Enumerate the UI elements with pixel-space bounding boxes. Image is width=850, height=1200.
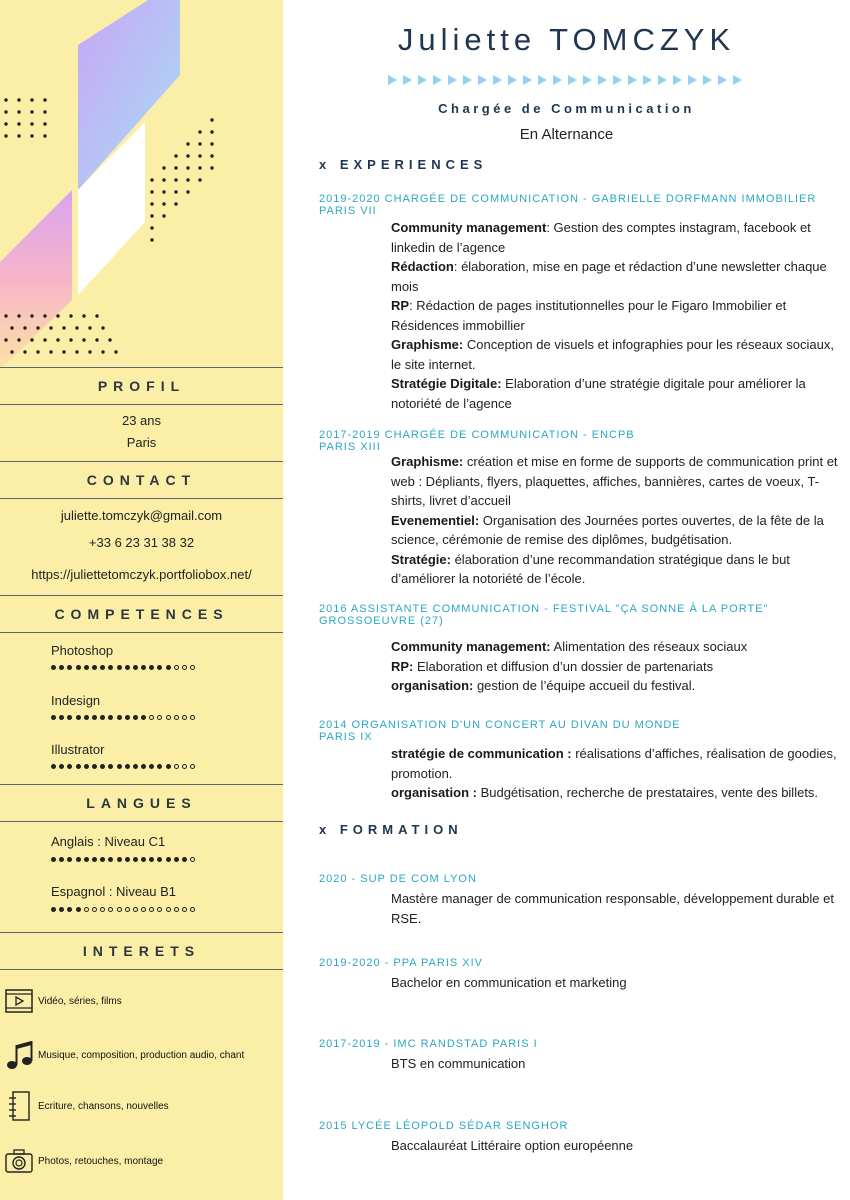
job-title: Chargée de Communication	[438, 101, 695, 116]
experience-line	[391, 452, 841, 511]
interest-label: Vidéo, séries, films	[38, 995, 122, 1007]
formation-detail: BTS en communication	[391, 1056, 526, 1071]
rating-dot-filled	[141, 665, 146, 670]
language-rating	[51, 907, 198, 917]
rating-dot-filled	[117, 665, 122, 670]
langues-heading: LANGUES	[0, 784, 283, 822]
contact-email[interactable]: juliette.tomczyk@gmail.com	[60, 508, 223, 523]
rating-dot-filled	[166, 665, 171, 670]
rating-dot-empty	[117, 907, 122, 912]
skill-rating	[51, 764, 198, 774]
experience-title	[319, 193, 839, 217]
experience-details	[391, 637, 841, 696]
rating-dot-empty	[190, 715, 195, 720]
rating-dot-filled	[51, 907, 56, 912]
contact-website[interactable]: https://juliettetomczyk.portfoliobox.net/	[31, 567, 252, 582]
rating-dot-filled	[76, 715, 81, 720]
interest-label: Musique, composition, production audio, chant	[38, 1049, 245, 1061]
rating-dot-filled	[108, 857, 113, 862]
experience-line-label: Stratégie:	[391, 551, 451, 567]
rating-dot-filled	[92, 715, 97, 720]
experience-line-text: Conception de visuels et infographies pour les réseaux sociaux, le site internet.	[391, 337, 834, 372]
formation-title: 2015 LYCÉE LÉOPOLD SÉDAR SENGHOR	[319, 1120, 569, 1132]
rating-dot-filled	[67, 715, 72, 720]
interest-item	[4, 986, 122, 1016]
rating-dot-filled	[133, 764, 138, 769]
language-rating	[51, 857, 198, 867]
rating-dot-filled	[51, 857, 56, 862]
experience-line-label: RP	[391, 298, 410, 313]
profil-heading: PROFIL	[0, 367, 283, 405]
experience-line	[391, 218, 841, 257]
rating-dot-empty	[182, 665, 187, 670]
rating-dot-empty	[92, 907, 97, 912]
experience-location: PARIS VII	[319, 205, 377, 217]
rating-dot-filled	[67, 907, 72, 912]
experience-line	[391, 657, 841, 677]
formation-title: 2017-2019 - IMC RANDSTAD PARIS I	[319, 1038, 538, 1050]
interest-item	[4, 1040, 244, 1070]
rating-dot-filled	[51, 715, 56, 720]
job-subtitle: En Alternance	[519, 126, 614, 143]
decorative-graphic	[0, 0, 283, 370]
rating-dot-filled	[125, 715, 130, 720]
rating-dot-filled	[84, 665, 89, 670]
contact-phone[interactable]: +33 6 23 31 38 32	[88, 535, 195, 550]
rating-dot-filled	[76, 907, 81, 912]
rating-dot-filled	[141, 857, 146, 862]
rating-dot-filled	[100, 715, 105, 720]
experience-title-text: 2016 ASSISTANTE COMMUNICATION - FESTIVAL "ÇA SONNE À LA PORTE"	[319, 603, 769, 615]
experience-line-text: Alimentation des réseaux sociaux	[550, 639, 748, 654]
rating-dot-filled	[92, 857, 97, 862]
experience-line-text: gestion de l’équipe accueil du festival.	[473, 678, 696, 693]
candidate-name: Juliette TOMCZYK	[397, 22, 736, 57]
rating-dot-empty	[182, 907, 187, 912]
rating-dot-filled	[100, 764, 105, 769]
rating-dot-filled	[92, 764, 97, 769]
experience-title	[319, 429, 839, 453]
experience-line	[391, 783, 841, 803]
rating-dot-empty	[157, 715, 162, 720]
experience-line-label: Stratégie Digitale:	[391, 376, 502, 391]
rating-dot-filled	[59, 764, 64, 769]
experience-details	[391, 744, 841, 803]
rating-dot-empty	[166, 715, 171, 720]
rating-dot-empty	[174, 764, 179, 769]
experience-line-label: Rédaction	[391, 259, 454, 274]
rating-dot-filled	[149, 665, 154, 670]
rating-dot-empty	[100, 907, 105, 912]
rating-dot-empty	[149, 715, 154, 720]
rating-dot-filled	[125, 764, 130, 769]
interest-item	[4, 1146, 163, 1176]
rating-dot-filled	[133, 665, 138, 670]
rating-dot-filled	[84, 857, 89, 862]
experience-line-text: : Rédaction de pages institutionnelles pour le Figaro Immobilier et Résidences immobillier	[391, 298, 787, 333]
formation-detail: Mastère manager de communication responsable, développement durable et RSE.	[391, 891, 834, 926]
rating-dot-filled	[84, 764, 89, 769]
rating-dot-filled	[67, 665, 72, 670]
rating-dot-filled	[100, 665, 105, 670]
rating-dot-filled	[92, 665, 97, 670]
rating-dot-filled	[76, 665, 81, 670]
rating-dot-empty	[190, 665, 195, 670]
rating-dot-empty	[174, 665, 179, 670]
rating-dot-filled	[141, 764, 146, 769]
interest-label: Ecriture, chansons, nouvelles	[38, 1100, 169, 1112]
experience-title-text: 2017-2019 CHARGÉE DE COMMUNICATION - ENCPB	[319, 429, 635, 441]
rating-dot-empty	[190, 857, 195, 862]
experience-line-label: RP:	[391, 658, 414, 674]
rating-dot-empty	[125, 907, 130, 912]
rating-dot-filled	[84, 715, 89, 720]
rating-dot-filled	[149, 764, 154, 769]
experience-line	[391, 637, 841, 657]
rating-dot-filled	[67, 764, 72, 769]
experience-line-label: Community management:	[391, 639, 551, 654]
experience-line	[391, 335, 841, 374]
rating-dot-empty	[157, 907, 162, 912]
experience-line	[391, 550, 841, 589]
rating-dot-empty	[166, 907, 171, 912]
rating-dot-filled	[133, 857, 138, 862]
rating-dot-empty	[133, 907, 138, 912]
triangle-divider	[388, 74, 748, 86]
rating-dot-filled	[59, 715, 64, 720]
experience-line-label: Graphisme:	[391, 337, 464, 352]
experience-title	[319, 603, 839, 627]
profil-age: 23 ans	[121, 413, 162, 428]
experience-line-text: Organisation des Journées portes ouvertes, de la fête de la science, cérémonie de remise des diplômes, budgétisation.	[391, 512, 824, 547]
rating-dot-filled	[100, 857, 105, 862]
music-note-icon	[4, 1040, 34, 1070]
experience-line-text: Elaboration et diffusion d’un dossier de partenariats	[413, 658, 714, 674]
rating-dot-empty	[190, 764, 195, 769]
experience-line	[391, 676, 841, 696]
rating-dot-filled	[157, 665, 162, 670]
rating-dot-filled	[76, 857, 81, 862]
experience-location: PARIS XIII	[319, 441, 381, 453]
rating-dot-filled	[59, 907, 64, 912]
rating-dot-filled	[117, 857, 122, 862]
language-name: Anglais : Niveau C1	[51, 834, 166, 849]
main-content	[283, 0, 850, 1200]
formation-detail: Bachelor en communication et marketing	[391, 975, 627, 990]
rating-dot-filled	[141, 715, 146, 720]
experience-line	[391, 374, 841, 413]
rating-dot-filled	[149, 857, 154, 862]
experience-title	[319, 719, 839, 743]
rating-dot-filled	[108, 665, 113, 670]
rating-dot-filled	[59, 857, 64, 862]
experience-line-text: élaboration d’une recommandation stratégique dans le but d’améliorer la notoriété de l’école.	[391, 551, 790, 586]
rating-dot-empty	[190, 907, 195, 912]
experience-details	[391, 452, 841, 589]
experience-line-label: organisation :	[391, 785, 477, 800]
formation-title: 2019-2020 - PPA PARIS XIV	[319, 957, 484, 969]
rating-dot-filled	[59, 665, 64, 670]
skill-name: Photoshop	[51, 643, 114, 658]
experience-line-label: Community management	[391, 220, 547, 235]
rating-dot-filled	[182, 857, 187, 862]
formation-detail: Baccalauréat Littéraire option européenne	[391, 1138, 634, 1153]
rating-dot-empty	[108, 907, 113, 912]
rating-dot-empty	[174, 907, 179, 912]
rating-dot-filled	[157, 764, 162, 769]
rating-dot-filled	[76, 764, 81, 769]
experience-line	[391, 257, 841, 296]
formation-heading: x FORMATION	[319, 822, 463, 837]
rating-dot-empty	[141, 907, 146, 912]
experience-line-text: Budgétisation, recherche de prestataires, vente des billets.	[476, 785, 819, 800]
rating-dot-filled	[133, 715, 138, 720]
rating-dot-filled	[51, 665, 56, 670]
video-icon	[4, 986, 34, 1016]
rating-dot-empty	[84, 907, 89, 912]
contact-heading: CONTACT	[0, 461, 283, 499]
experience-line	[391, 744, 841, 783]
experience-title-text: 2014 ORGANISATION D'UN CONCERT AU DIVAN DU MONDE	[319, 719, 681, 731]
experience-line-label: Evenementiel:	[391, 512, 480, 528]
rating-dot-empty	[174, 715, 179, 720]
interets-heading: INTERETS	[0, 932, 283, 970]
skill-name: Illustrator	[51, 742, 105, 757]
sidebar	[0, 0, 283, 1200]
experience-line-label: stratégie de communication :	[391, 746, 572, 761]
skill-name: Indesign	[51, 693, 101, 708]
experience-line-text: Elaboration d’une stratégie digitale pour améliorer la notoriété de l’agence	[391, 376, 806, 411]
rating-dot-empty	[182, 764, 187, 769]
experience-location: GROSSOEUVRE (27)	[319, 615, 444, 627]
rating-dot-filled	[157, 857, 162, 862]
interest-label: Photos, retouches, montage	[38, 1155, 164, 1167]
skill-rating	[51, 665, 198, 675]
rating-dot-empty	[182, 715, 187, 720]
experience-line-text: : Gestion des comptes instagram, facebook et linkedin de l’agence	[391, 220, 811, 255]
rating-dot-filled	[125, 665, 130, 670]
rating-dot-filled	[166, 857, 171, 862]
rating-dot-filled	[117, 764, 122, 769]
rating-dot-filled	[51, 764, 56, 769]
experience-line-text: réalisations d’affiches, réalisation de goodies, promotion.	[391, 746, 837, 781]
experiences-heading: x EXPERIENCES	[319, 157, 488, 172]
experience-line-text: création et mise en forme de supports de communication print et web : Dépliants, flyers, plaquettes, affiches, bannières, cartes de voeux, T-shirts, livret d’accueil	[391, 454, 838, 508]
skill-rating	[51, 715, 198, 725]
rating-dot-filled	[174, 857, 179, 862]
profil-city: Paris	[126, 435, 157, 450]
experience-location: PARIS IX	[319, 731, 373, 743]
experience-line	[391, 296, 841, 335]
rating-dot-filled	[125, 857, 130, 862]
language-name: Espagnol : Niveau B1	[51, 884, 177, 899]
experience-line-text: : élaboration, mise en page et rédaction d’une newsletter chaque mois	[391, 259, 827, 294]
rating-dot-filled	[108, 715, 113, 720]
notebook-icon	[4, 1091, 34, 1121]
interest-item	[4, 1091, 169, 1121]
rating-dot-filled	[108, 764, 113, 769]
experience-details	[391, 218, 841, 413]
rating-dot-filled	[117, 715, 122, 720]
rating-dot-empty	[149, 907, 154, 912]
competences-heading: COMPETENCES	[0, 595, 283, 633]
camera-icon	[4, 1146, 34, 1176]
experience-title-text: 2019-2020 CHARGÉE DE COMMUNICATION - GABRIELLE DORFMANN IMMOBILIER	[319, 193, 817, 205]
experience-line	[391, 511, 841, 550]
experience-line-label: Graphisme:	[391, 454, 464, 469]
formation-title: 2020 - SUP DE COM LYON	[319, 873, 477, 885]
rating-dot-filled	[67, 857, 72, 862]
rating-dot-filled	[166, 764, 171, 769]
experience-line-label: organisation:	[391, 678, 474, 693]
